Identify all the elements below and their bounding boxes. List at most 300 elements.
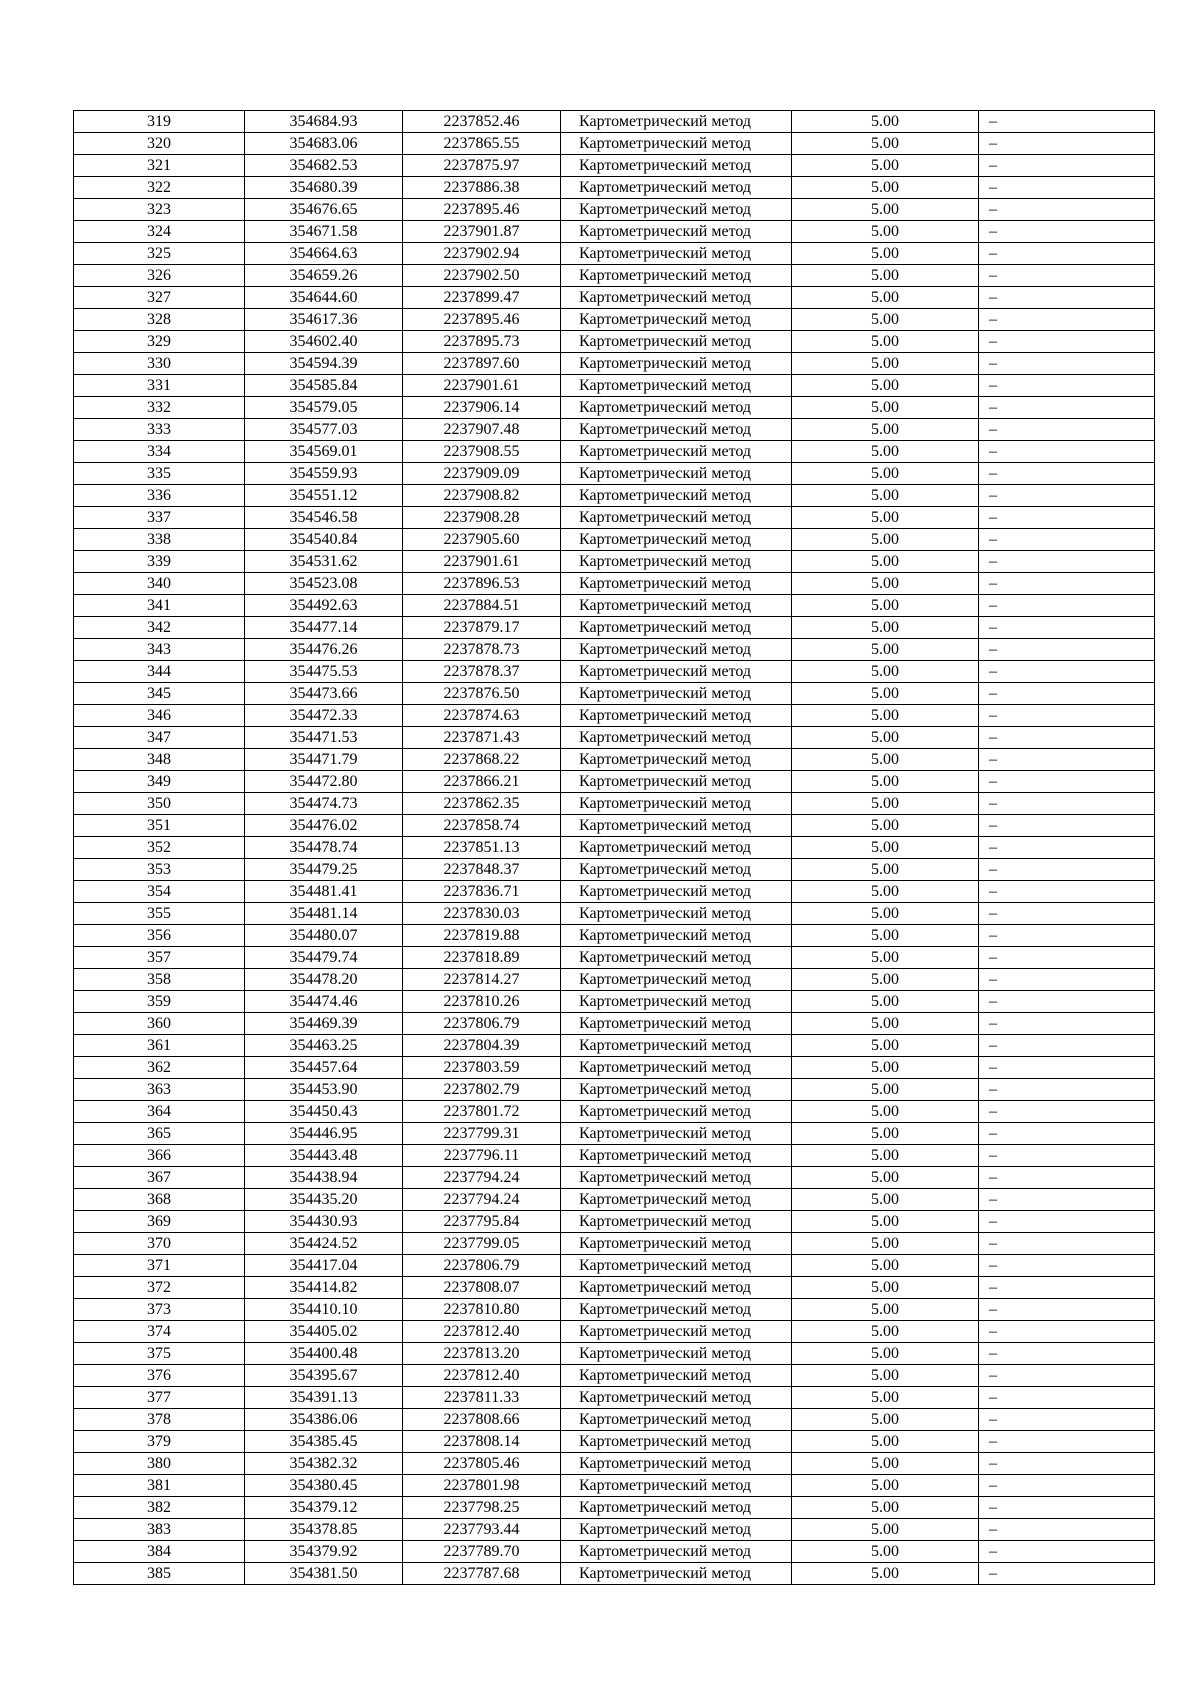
point-number-cell: 374 xyxy=(74,1321,245,1343)
x-coordinate-cell: 354480.07 xyxy=(245,925,403,947)
table-row xyxy=(74,221,1155,243)
x-coordinate-cell: 354391.13 xyxy=(245,1387,403,1409)
method-cell: Картометрический метод xyxy=(561,1123,792,1145)
method-cell: Картометрический метод xyxy=(561,815,792,837)
x-coordinate-cell: 354435.20 xyxy=(245,1189,403,1211)
note-cell: – xyxy=(979,661,1155,683)
method-cell: Картометрический метод xyxy=(561,727,792,749)
note-cell: – xyxy=(979,1277,1155,1299)
note-cell: – xyxy=(979,1387,1155,1409)
accuracy-cell: 5.00 xyxy=(792,1101,979,1123)
y-coordinate-cell: 2237804.39 xyxy=(403,1035,561,1057)
x-coordinate-cell: 354443.48 xyxy=(245,1145,403,1167)
point-number-cell: 379 xyxy=(74,1431,245,1453)
method-cell: Картометрический метод xyxy=(561,265,792,287)
note-cell: – xyxy=(979,991,1155,1013)
note-cell: – xyxy=(979,859,1155,881)
note-cell: – xyxy=(979,1035,1155,1057)
y-coordinate-cell: 2237902.50 xyxy=(403,265,561,287)
point-number-cell: 358 xyxy=(74,969,245,991)
coordinates-table-body xyxy=(74,111,1155,1585)
y-coordinate-cell: 2237901.87 xyxy=(403,221,561,243)
method-cell: Картометрический метод xyxy=(561,749,792,771)
note-cell: – xyxy=(979,1101,1155,1123)
method-cell: Картометрический метод xyxy=(561,485,792,507)
point-number-cell: 359 xyxy=(74,991,245,1013)
method-cell: Картометрический метод xyxy=(561,771,792,793)
note-cell: – xyxy=(979,463,1155,485)
y-coordinate-cell: 2237874.63 xyxy=(403,705,561,727)
method-cell: Картометрический метод xyxy=(561,1453,792,1475)
method-cell: Картометрический метод xyxy=(561,111,792,133)
y-coordinate-cell: 2237808.07 xyxy=(403,1277,561,1299)
y-coordinate-cell: 2237789.70 xyxy=(403,1541,561,1563)
table-row xyxy=(74,573,1155,595)
table-row xyxy=(74,243,1155,265)
y-coordinate-cell: 2237905.60 xyxy=(403,529,561,551)
table-row xyxy=(74,1101,1155,1123)
method-cell: Картометрический метод xyxy=(561,1321,792,1343)
table-row xyxy=(74,1431,1155,1453)
point-number-cell: 373 xyxy=(74,1299,245,1321)
y-coordinate-cell: 2237806.79 xyxy=(403,1255,561,1277)
x-coordinate-cell: 354471.79 xyxy=(245,749,403,771)
x-coordinate-cell: 354644.60 xyxy=(245,287,403,309)
point-number-cell: 321 xyxy=(74,155,245,177)
point-number-cell: 385 xyxy=(74,1563,245,1585)
y-coordinate-cell: 2237884.51 xyxy=(403,595,561,617)
point-number-cell: 375 xyxy=(74,1343,245,1365)
method-cell: Картометрический метод xyxy=(561,1145,792,1167)
accuracy-cell: 5.00 xyxy=(792,1365,979,1387)
table-row xyxy=(74,529,1155,551)
method-cell: Картометрический метод xyxy=(561,309,792,331)
note-cell: – xyxy=(979,1409,1155,1431)
method-cell: Картометрический метод xyxy=(561,133,792,155)
accuracy-cell: 5.00 xyxy=(792,859,979,881)
x-coordinate-cell: 354671.58 xyxy=(245,221,403,243)
point-number-cell: 336 xyxy=(74,485,245,507)
y-coordinate-cell: 2237902.94 xyxy=(403,243,561,265)
y-coordinate-cell: 2237787.68 xyxy=(403,1563,561,1585)
accuracy-cell: 5.00 xyxy=(792,793,979,815)
note-cell: – xyxy=(979,199,1155,221)
y-coordinate-cell: 2237793.44 xyxy=(403,1519,561,1541)
x-coordinate-cell: 354378.85 xyxy=(245,1519,403,1541)
y-coordinate-cell: 2237897.60 xyxy=(403,353,561,375)
method-cell: Картометрический метод xyxy=(561,1497,792,1519)
point-number-cell: 342 xyxy=(74,617,245,639)
note-cell: – xyxy=(979,1145,1155,1167)
y-coordinate-cell: 2237799.05 xyxy=(403,1233,561,1255)
point-number-cell: 349 xyxy=(74,771,245,793)
table-row xyxy=(74,1123,1155,1145)
method-cell: Картометрический метод xyxy=(561,331,792,353)
x-coordinate-cell: 354664.63 xyxy=(245,243,403,265)
x-coordinate-cell: 354386.06 xyxy=(245,1409,403,1431)
x-coordinate-cell: 354381.50 xyxy=(245,1563,403,1585)
note-cell: – xyxy=(979,639,1155,661)
method-cell: Картометрический метод xyxy=(561,661,792,683)
y-coordinate-cell: 2237812.40 xyxy=(403,1321,561,1343)
x-coordinate-cell: 354453.90 xyxy=(245,1079,403,1101)
method-cell: Картометрический метод xyxy=(561,243,792,265)
note-cell: – xyxy=(979,133,1155,155)
x-coordinate-cell: 354379.92 xyxy=(245,1541,403,1563)
point-number-cell: 356 xyxy=(74,925,245,947)
method-cell: Картометрический метод xyxy=(561,1101,792,1123)
method-cell: Картометрический метод xyxy=(561,1057,792,1079)
note-cell: – xyxy=(979,947,1155,969)
accuracy-cell: 5.00 xyxy=(792,815,979,837)
x-coordinate-cell: 354602.40 xyxy=(245,331,403,353)
note-cell: – xyxy=(979,1233,1155,1255)
note-cell: – xyxy=(979,705,1155,727)
accuracy-cell: 5.00 xyxy=(792,221,979,243)
point-number-cell: 340 xyxy=(74,573,245,595)
table-row xyxy=(74,419,1155,441)
table-row xyxy=(74,1541,1155,1563)
note-cell: – xyxy=(979,551,1155,573)
x-coordinate-cell: 354585.84 xyxy=(245,375,403,397)
note-cell: – xyxy=(979,441,1155,463)
point-number-cell: 330 xyxy=(74,353,245,375)
x-coordinate-cell: 354475.53 xyxy=(245,661,403,683)
y-coordinate-cell: 2237908.82 xyxy=(403,485,561,507)
x-coordinate-cell: 354617.36 xyxy=(245,309,403,331)
x-coordinate-cell: 354474.73 xyxy=(245,793,403,815)
x-coordinate-cell: 354400.48 xyxy=(245,1343,403,1365)
note-cell: – xyxy=(979,155,1155,177)
point-number-cell: 369 xyxy=(74,1211,245,1233)
y-coordinate-cell: 2237836.71 xyxy=(403,881,561,903)
accuracy-cell: 5.00 xyxy=(792,199,979,221)
method-cell: Картометрический метод xyxy=(561,1475,792,1497)
point-number-cell: 376 xyxy=(74,1365,245,1387)
x-coordinate-cell: 354531.62 xyxy=(245,551,403,573)
note-cell: – xyxy=(979,1519,1155,1541)
table-row xyxy=(74,1299,1155,1321)
method-cell: Картометрический метод xyxy=(561,1541,792,1563)
accuracy-cell: 5.00 xyxy=(792,1497,979,1519)
y-coordinate-cell: 2237868.22 xyxy=(403,749,561,771)
accuracy-cell: 5.00 xyxy=(792,309,979,331)
y-coordinate-cell: 2237852.46 xyxy=(403,111,561,133)
x-coordinate-cell: 354410.10 xyxy=(245,1299,403,1321)
table-row xyxy=(74,1035,1155,1057)
point-number-cell: 327 xyxy=(74,287,245,309)
method-cell: Картометрический метод xyxy=(561,573,792,595)
method-cell: Картометрический метод xyxy=(561,683,792,705)
method-cell: Картометрический метод xyxy=(561,177,792,199)
point-number-cell: 320 xyxy=(74,133,245,155)
table-row xyxy=(74,133,1155,155)
accuracy-cell: 5.00 xyxy=(792,507,979,529)
point-number-cell: 378 xyxy=(74,1409,245,1431)
point-number-cell: 372 xyxy=(74,1277,245,1299)
method-cell: Картометрический метод xyxy=(561,463,792,485)
accuracy-cell: 5.00 xyxy=(792,1233,979,1255)
method-cell: Картометрический метод xyxy=(561,1519,792,1541)
note-cell: – xyxy=(979,683,1155,705)
y-coordinate-cell: 2237801.98 xyxy=(403,1475,561,1497)
table-row xyxy=(74,1409,1155,1431)
table-row xyxy=(74,1057,1155,1079)
x-coordinate-cell: 354424.52 xyxy=(245,1233,403,1255)
accuracy-cell: 5.00 xyxy=(792,1321,979,1343)
point-number-cell: 361 xyxy=(74,1035,245,1057)
point-number-cell: 328 xyxy=(74,309,245,331)
point-number-cell: 348 xyxy=(74,749,245,771)
table-row xyxy=(74,639,1155,661)
table-row xyxy=(74,331,1155,353)
table-row xyxy=(74,903,1155,925)
table-row xyxy=(74,1453,1155,1475)
table-row xyxy=(74,375,1155,397)
y-coordinate-cell: 2237802.79 xyxy=(403,1079,561,1101)
y-coordinate-cell: 2237865.55 xyxy=(403,133,561,155)
table-row xyxy=(74,595,1155,617)
point-number-cell: 351 xyxy=(74,815,245,837)
note-cell: – xyxy=(979,727,1155,749)
method-cell: Картометрический метод xyxy=(561,947,792,969)
y-coordinate-cell: 2237805.46 xyxy=(403,1453,561,1475)
note-cell: – xyxy=(979,1057,1155,1079)
x-coordinate-cell: 354551.12 xyxy=(245,485,403,507)
y-coordinate-cell: 2237808.66 xyxy=(403,1409,561,1431)
point-number-cell: 380 xyxy=(74,1453,245,1475)
accuracy-cell: 5.00 xyxy=(792,771,979,793)
method-cell: Картометрический метод xyxy=(561,639,792,661)
accuracy-cell: 5.00 xyxy=(792,705,979,727)
y-coordinate-cell: 2237886.38 xyxy=(403,177,561,199)
method-cell: Картометрический метод xyxy=(561,705,792,727)
x-coordinate-cell: 354579.05 xyxy=(245,397,403,419)
x-coordinate-cell: 354479.74 xyxy=(245,947,403,969)
accuracy-cell: 5.00 xyxy=(792,485,979,507)
accuracy-cell: 5.00 xyxy=(792,463,979,485)
point-number-cell: 345 xyxy=(74,683,245,705)
table-row xyxy=(74,617,1155,639)
accuracy-cell: 5.00 xyxy=(792,1541,979,1563)
method-cell: Картометрический метод xyxy=(561,375,792,397)
method-cell: Картометрический метод xyxy=(561,1167,792,1189)
accuracy-cell: 5.00 xyxy=(792,1079,979,1101)
note-cell: – xyxy=(979,881,1155,903)
x-coordinate-cell: 354472.80 xyxy=(245,771,403,793)
x-coordinate-cell: 354479.25 xyxy=(245,859,403,881)
table-row xyxy=(74,859,1155,881)
accuracy-cell: 5.00 xyxy=(792,661,979,683)
accuracy-cell: 5.00 xyxy=(792,903,979,925)
note-cell: – xyxy=(979,507,1155,529)
x-coordinate-cell: 354430.93 xyxy=(245,1211,403,1233)
accuracy-cell: 5.00 xyxy=(792,573,979,595)
accuracy-cell: 5.00 xyxy=(792,1409,979,1431)
accuracy-cell: 5.00 xyxy=(792,1013,979,1035)
x-coordinate-cell: 354382.32 xyxy=(245,1453,403,1475)
x-coordinate-cell: 354476.02 xyxy=(245,815,403,837)
method-cell: Картометрический метод xyxy=(561,1079,792,1101)
method-cell: Картометрический метод xyxy=(561,881,792,903)
x-coordinate-cell: 354469.39 xyxy=(245,1013,403,1035)
accuracy-cell: 5.00 xyxy=(792,177,979,199)
note-cell: – xyxy=(979,265,1155,287)
note-cell: – xyxy=(979,815,1155,837)
method-cell: Картометрический метод xyxy=(561,199,792,221)
point-number-cell: 384 xyxy=(74,1541,245,1563)
method-cell: Картометрический метод xyxy=(561,419,792,441)
x-coordinate-cell: 354405.02 xyxy=(245,1321,403,1343)
y-coordinate-cell: 2237813.20 xyxy=(403,1343,561,1365)
point-number-cell: 353 xyxy=(74,859,245,881)
point-number-cell: 352 xyxy=(74,837,245,859)
method-cell: Картометрический метод xyxy=(561,1409,792,1431)
note-cell: – xyxy=(979,1189,1155,1211)
point-number-cell: 381 xyxy=(74,1475,245,1497)
method-cell: Картометрический метод xyxy=(561,155,792,177)
point-number-cell: 366 xyxy=(74,1145,245,1167)
method-cell: Картометрический метод xyxy=(561,1211,792,1233)
table-row xyxy=(74,441,1155,463)
accuracy-cell: 5.00 xyxy=(792,441,979,463)
x-coordinate-cell: 354684.93 xyxy=(245,111,403,133)
method-cell: Картометрический метод xyxy=(561,1035,792,1057)
table-row xyxy=(74,793,1155,815)
table-row xyxy=(74,507,1155,529)
x-coordinate-cell: 354659.26 xyxy=(245,265,403,287)
accuracy-cell: 5.00 xyxy=(792,683,979,705)
method-cell: Картометрический метод xyxy=(561,441,792,463)
table-row xyxy=(74,199,1155,221)
y-coordinate-cell: 2237866.21 xyxy=(403,771,561,793)
method-cell: Картометрический метод xyxy=(561,353,792,375)
accuracy-cell: 5.00 xyxy=(792,1453,979,1475)
x-coordinate-cell: 354683.06 xyxy=(245,133,403,155)
table-row xyxy=(74,661,1155,683)
table-row xyxy=(74,265,1155,287)
accuracy-cell: 5.00 xyxy=(792,1475,979,1497)
accuracy-cell: 5.00 xyxy=(792,749,979,771)
note-cell: – xyxy=(979,287,1155,309)
method-cell: Картометрический метод xyxy=(561,1343,792,1365)
note-cell: – xyxy=(979,529,1155,551)
point-number-cell: 370 xyxy=(74,1233,245,1255)
note-cell: – xyxy=(979,331,1155,353)
table-row xyxy=(74,353,1155,375)
y-coordinate-cell: 2237830.03 xyxy=(403,903,561,925)
y-coordinate-cell: 2237818.89 xyxy=(403,947,561,969)
point-number-cell: 332 xyxy=(74,397,245,419)
accuracy-cell: 5.00 xyxy=(792,1167,979,1189)
y-coordinate-cell: 2237808.14 xyxy=(403,1431,561,1453)
point-number-cell: 343 xyxy=(74,639,245,661)
note-cell: – xyxy=(979,1541,1155,1563)
point-number-cell: 339 xyxy=(74,551,245,573)
accuracy-cell: 5.00 xyxy=(792,111,979,133)
note-cell: – xyxy=(979,1453,1155,1475)
table-row xyxy=(74,947,1155,969)
table-row xyxy=(74,111,1155,133)
y-coordinate-cell: 2237810.26 xyxy=(403,991,561,1013)
y-coordinate-cell: 2237862.35 xyxy=(403,793,561,815)
accuracy-cell: 5.00 xyxy=(792,881,979,903)
note-cell: – xyxy=(979,1431,1155,1453)
table-row xyxy=(74,551,1155,573)
method-cell: Картометрический метод xyxy=(561,551,792,573)
y-coordinate-cell: 2237908.28 xyxy=(403,507,561,529)
accuracy-cell: 5.00 xyxy=(792,353,979,375)
x-coordinate-cell: 354414.82 xyxy=(245,1277,403,1299)
note-cell: – xyxy=(979,1013,1155,1035)
note-cell: – xyxy=(979,1123,1155,1145)
method-cell: Картометрический метод xyxy=(561,1013,792,1035)
y-coordinate-cell: 2237895.46 xyxy=(403,309,561,331)
y-coordinate-cell: 2237896.53 xyxy=(403,573,561,595)
table-row xyxy=(74,1321,1155,1343)
method-cell: Картометрический метод xyxy=(561,1233,792,1255)
accuracy-cell: 5.00 xyxy=(792,1343,979,1365)
accuracy-cell: 5.00 xyxy=(792,595,979,617)
point-number-cell: 335 xyxy=(74,463,245,485)
table-row xyxy=(74,969,1155,991)
table-row xyxy=(74,463,1155,485)
y-coordinate-cell: 2237895.73 xyxy=(403,331,561,353)
y-coordinate-cell: 2237810.80 xyxy=(403,1299,561,1321)
x-coordinate-cell: 354577.03 xyxy=(245,419,403,441)
note-cell: – xyxy=(979,1497,1155,1519)
x-coordinate-cell: 354680.39 xyxy=(245,177,403,199)
point-number-cell: 363 xyxy=(74,1079,245,1101)
method-cell: Картометрический метод xyxy=(561,859,792,881)
accuracy-cell: 5.00 xyxy=(792,1563,979,1585)
x-coordinate-cell: 354676.65 xyxy=(245,199,403,221)
point-number-cell: 368 xyxy=(74,1189,245,1211)
accuracy-cell: 5.00 xyxy=(792,1431,979,1453)
method-cell: Картометрический метод xyxy=(561,1431,792,1453)
accuracy-cell: 5.00 xyxy=(792,133,979,155)
y-coordinate-cell: 2237796.11 xyxy=(403,1145,561,1167)
x-coordinate-cell: 354473.66 xyxy=(245,683,403,705)
y-coordinate-cell: 2237803.59 xyxy=(403,1057,561,1079)
x-coordinate-cell: 354380.45 xyxy=(245,1475,403,1497)
y-coordinate-cell: 2237794.24 xyxy=(403,1189,561,1211)
method-cell: Картометрический метод xyxy=(561,1387,792,1409)
accuracy-cell: 5.00 xyxy=(792,837,979,859)
x-coordinate-cell: 354472.33 xyxy=(245,705,403,727)
x-coordinate-cell: 354559.93 xyxy=(245,463,403,485)
x-coordinate-cell: 354478.20 xyxy=(245,969,403,991)
point-number-cell: 350 xyxy=(74,793,245,815)
table-row xyxy=(74,1211,1155,1233)
accuracy-cell: 5.00 xyxy=(792,991,979,1013)
method-cell: Картометрический метод xyxy=(561,617,792,639)
y-coordinate-cell: 2237878.37 xyxy=(403,661,561,683)
accuracy-cell: 5.00 xyxy=(792,551,979,573)
table-row xyxy=(74,309,1155,331)
y-coordinate-cell: 2237794.24 xyxy=(403,1167,561,1189)
point-number-cell: 347 xyxy=(74,727,245,749)
point-number-cell: 334 xyxy=(74,441,245,463)
x-coordinate-cell: 354417.04 xyxy=(245,1255,403,1277)
method-cell: Картометрический метод xyxy=(561,991,792,1013)
x-coordinate-cell: 354594.39 xyxy=(245,353,403,375)
accuracy-cell: 5.00 xyxy=(792,155,979,177)
y-coordinate-cell: 2237906.14 xyxy=(403,397,561,419)
table-row xyxy=(74,1563,1155,1585)
point-number-cell: 329 xyxy=(74,331,245,353)
point-number-cell: 365 xyxy=(74,1123,245,1145)
